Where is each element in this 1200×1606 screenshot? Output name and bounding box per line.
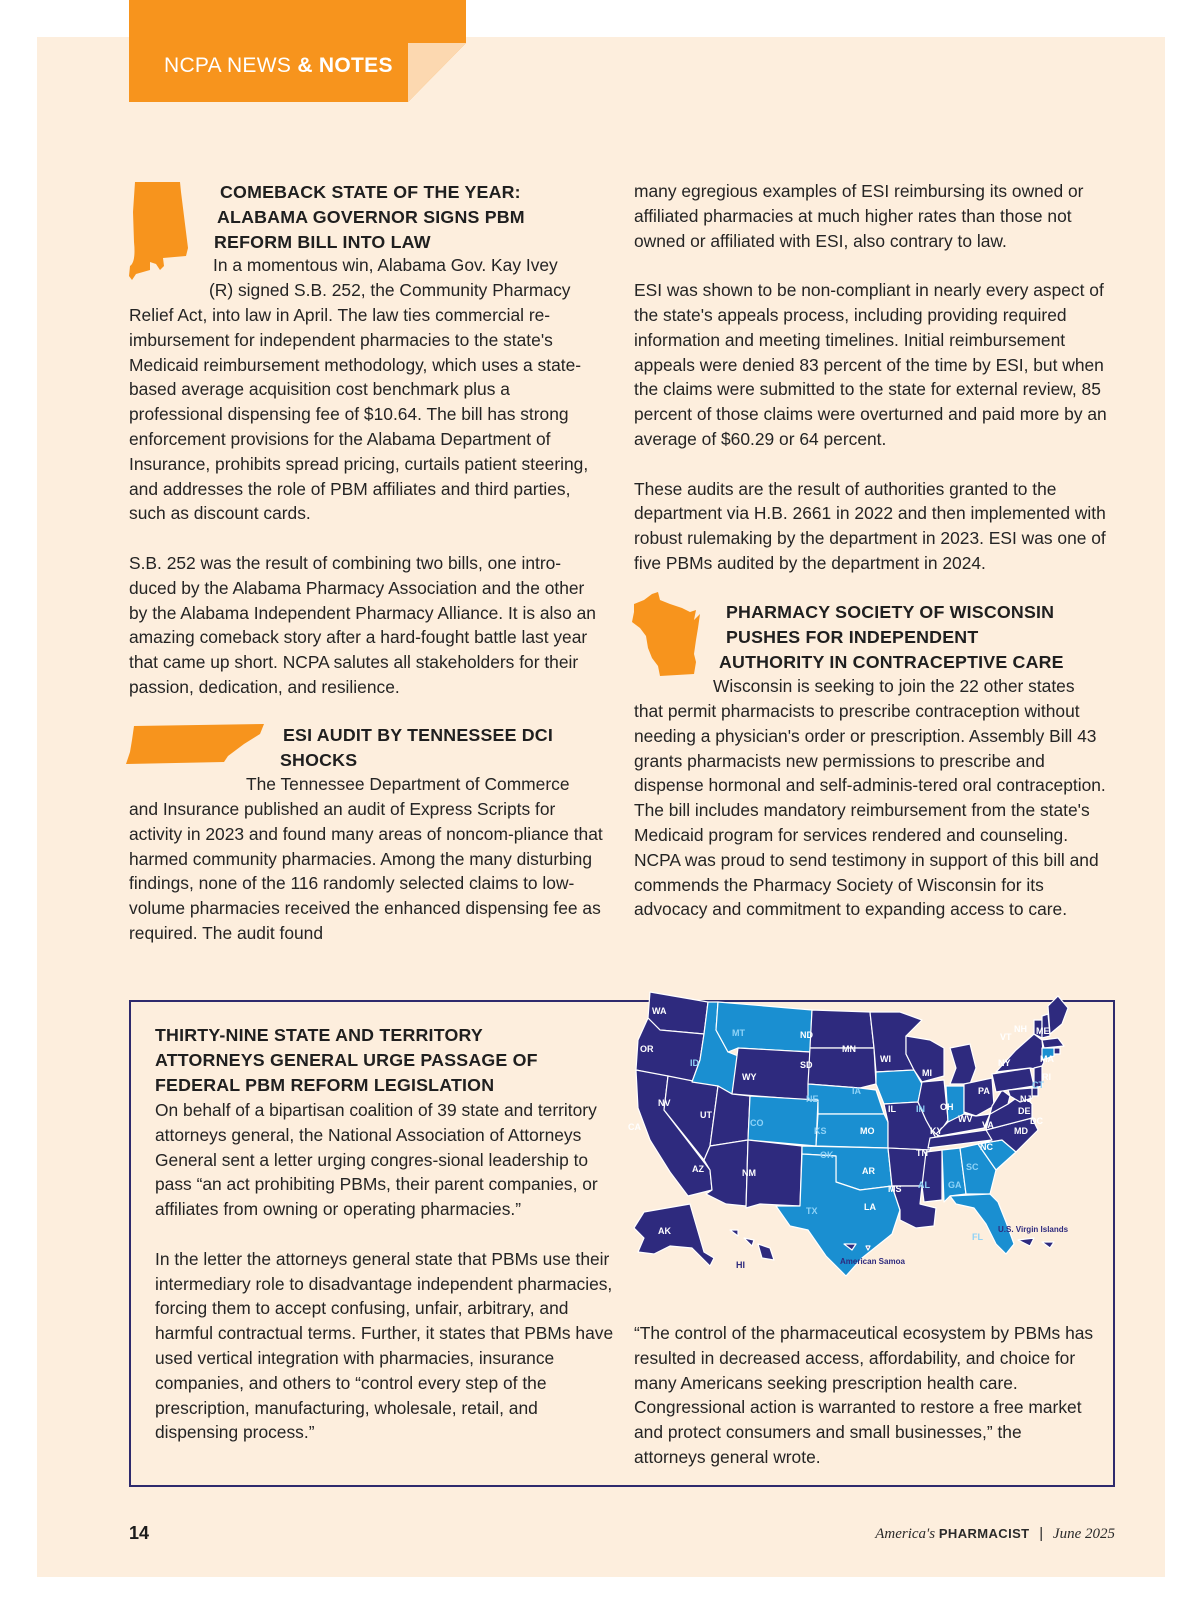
map-state-me (1048, 996, 1068, 1034)
issue-date: June 2025 (1052, 1526, 1115, 1542)
map-state-ak (634, 1204, 714, 1266)
wisconsin-intro (713, 674, 1123, 699)
map-state-hi (730, 1230, 774, 1260)
alabama-paragraph-1: Relief Act, into law in April. The law ties commercial re-imbursement for independent pharmacies to the state's Medicaid reimbursement methodology, which uses a state-based average acquisition cost benchmark plus a professional dispensing fee of $10.64. The bill has strong enforcement provisions for the Alabama Department of Insurance, prohibits spread pricing, curtails patient steering, and addresses the role of PBM affiliates and third parties, such as discount cards. (129, 305, 589, 524)
esi-paragraph-2: ESI was shown to be non-compliant in nearly every aspect of the state's appeals process, including providing required information and meeting timelines. Initial reimbursement appeals were denied 83 percent of the time by ESI, but when the claims were submitted to the state for external review, 85 percent of those claims were overturned and paid more by an average of $60.29 or 64 percent. (634, 280, 1107, 449)
section-title-bold: & NOTES (297, 54, 393, 77)
map-label-nh: NH (1014, 1024, 1027, 1034)
alabama-headline-line-3: REFORM BILL INTO LAW (214, 231, 431, 252)
map-state-ma (1042, 1038, 1064, 1048)
map-label-ar: AR (862, 1166, 875, 1176)
map-label-pa: PA (978, 1086, 990, 1096)
sidebar-quote (634, 1321, 1094, 1470)
map-label-me: ME (1036, 1026, 1050, 1036)
map-label-wa: WA (652, 1006, 667, 1016)
map-state-ne (808, 1084, 884, 1114)
map-label-ga: GA (948, 1180, 962, 1190)
map-label-ms: MS (888, 1184, 902, 1194)
map-label-ct: CT (1032, 1080, 1044, 1090)
map-label-oh: OH (940, 1102, 954, 1112)
map-label-fl: FL (972, 1232, 983, 1242)
section-title (164, 54, 393, 78)
esi-continued-body (634, 179, 1116, 576)
map-label-va: VA (982, 1120, 994, 1130)
alabama-headline (214, 180, 600, 254)
map-label-mo: MO (860, 1126, 875, 1136)
map-state-oh (964, 1078, 994, 1116)
sidebar-headline-line-3: FEDERAL PBM REFORM LEGISLATION (155, 1074, 495, 1095)
map-label-nc: NC (980, 1142, 993, 1152)
map-state-mt (716, 1002, 812, 1052)
map-label-ia: IA (852, 1086, 861, 1096)
tennessee-paragraph: and Insurance published an audit of Express Scripts for activity in 2023 and found many areas of noncom-pliance that harmed community pharmacies. Among the many disturbing findings, none of the 116 randomly selected claims to low-volume pharmacies received the enhanced dispensing fee as required. The audit found (129, 799, 603, 943)
sidebar-body (155, 1098, 617, 1445)
map-label-vt: VT (1000, 1032, 1012, 1042)
map-label-ok: OK (820, 1150, 834, 1160)
esi-paragraph-3: These audits are the result of authorities granted to the department via H.B. 2661 in 2022 and then implemented with robust rulemaking by the department in 2023. ESI was one of five PBMs audited by the department in 2024. (634, 478, 1106, 573)
map-state-nd (810, 1010, 874, 1048)
map-label-virgin-islands: U.S. Virgin Islands (998, 1225, 1069, 1234)
map-label-tn: TN (916, 1148, 928, 1158)
map-label-american-samoa: American Samoa (840, 1257, 905, 1266)
alabama-intro-line-2: (R) signed S.B. 252, the Community Pharmacy (209, 279, 571, 300)
map-label-in: IN (916, 1104, 925, 1114)
map-label-co: CO (750, 1118, 764, 1128)
tennessee-headline (280, 723, 603, 773)
wisconsin-intro-line: Wisconsin is seeking to join the 22 other states (713, 676, 1075, 696)
map-label-sc: SC (966, 1162, 979, 1172)
esi-paragraph-1: many egregious examples of ESI reimbursing its owned or affiliated pharmacies at much higher rates than those not owned or affiliated with ESI, also contrary to law. (634, 181, 1084, 251)
map-label-nj: NJ (1020, 1094, 1032, 1104)
map-territory-virgin-islands (1018, 1238, 1054, 1248)
sidebar-quote-paragraph: “The control of the pharmaceutical ecosystem by PBMs has resulted in decreased access, affordability, and choice for many Americans seeking prescription health care. Congressional action is warranted to restore a free market and protect consumers and small businesses,” the attorneys general wrote. (634, 1323, 1094, 1467)
tennessee-intro-line: The Tennessee Department of Commerce (246, 774, 570, 794)
map-label-az: AZ (692, 1164, 704, 1174)
wisconsin-headline-line-2: PUSHES FOR INDEPENDENT (726, 626, 979, 647)
map-label-mt: MT (732, 1028, 745, 1038)
sidebar-headline-line-2: ATTORNEYS GENERAL URGE PASSAGE OF (155, 1049, 538, 1070)
magazine-footer (875, 1525, 1115, 1543)
map-label-de: DE (1018, 1106, 1031, 1116)
alabama-body (129, 303, 605, 700)
map-label-ma: MA (1040, 1054, 1054, 1064)
us-states-map (630, 990, 1110, 1300)
map-label-ky: KY (930, 1126, 943, 1136)
map-state-ks (816, 1114, 888, 1148)
wisconsin-headline-line-1: PHARMACY SOCIETY OF WISCONSIN (726, 602, 1055, 622)
map-state-ri (1054, 1048, 1060, 1054)
sidebar-paragraph-2: In the letter the attorneys general state that PBMs use their intermediary role to disadvantage independent pharmacies, forcing them to accept confusing, unfair, arbitrary, and harmful contractual terms. Further, it states that PBMs have used vertical integration with pharmacies, insurance companies, and others to “control every step of the prescription, manufacturing, wholesale, retail, and dispensing process.” (155, 1248, 614, 1443)
tennessee-intro (246, 772, 606, 797)
map-label-dc: DC (1030, 1116, 1043, 1126)
map-state-mi (950, 1044, 976, 1084)
wisconsin-headline (719, 600, 1126, 674)
magazine-name: PHARMACIST (938, 1526, 1030, 1541)
map-label-mn: MN (842, 1044, 856, 1054)
tennessee-headline-line-2: SHOCKS (280, 749, 358, 770)
map-label-wv: WV (958, 1114, 973, 1124)
alabama-paragraph-2: S.B. 252 was the result of combining two bills, one intro-duced by the Alabama Pharmacy Association and the other by the Alabama Independent Pharmacy Alliance. It is also an amazing comeback story after a hard-fought battle last year that came up short. NCPA salutes all stakeholders for their passion, dedication, and resilience. (129, 552, 596, 697)
tennessee-headline-line-1: ESI AUDIT BY TENNESSEE DCI (283, 725, 553, 745)
alabama-intro-line-1: In a momentous win, Alabama Gov. Kay Ivey (213, 255, 558, 275)
map-state-ia (876, 1070, 922, 1104)
map-label-ks: KS (814, 1126, 827, 1136)
wisconsin-headline-line-3: AUTHORITY IN CONTRACEPTIVE CARE (719, 651, 1064, 672)
map-label-wy: WY (742, 1072, 757, 1082)
map-label-ca: CA (628, 1122, 641, 1132)
map-label-tx: TX (806, 1206, 818, 1216)
map-label-or: OR (640, 1044, 654, 1054)
map-label-ne: NE (806, 1094, 819, 1104)
map-label-id: ID (690, 1058, 699, 1068)
magazine-prefix: America's (875, 1526, 936, 1542)
map-label-ny: NY (998, 1058, 1011, 1068)
tennessee-state-icon (124, 724, 266, 764)
map-label-nv: NV (658, 1098, 671, 1108)
sidebar-headline (155, 1023, 615, 1097)
map-label-md: MD (1014, 1126, 1028, 1136)
alabama-state-icon (128, 182, 188, 286)
sidebar-paragraph-1: On behalf of a bipartisan coalition of 39 state and territory attorneys general, the National Association of Attorneys General sent a letter urging congres-sional leadership to pass “an act prohibiting PBMs, their parent companies, or affiliates from owning or operating pharmacies.” (155, 1100, 598, 1220)
map-label-wi: WI (880, 1054, 891, 1064)
section-title-light: NCPA NEWS (164, 54, 292, 77)
alabama-headline-line-2: ALABAMA GOVERNOR SIGNS PBM (217, 206, 525, 227)
wisconsin-paragraph: that permit pharmacists to prescribe contraception without needing a physician's order or prescription. Assembly Bill 43 grants pharmacists new permissions to prescribe and dispense hormonal and self-adminis-tered oral contraception. The bill includes mandatory reimbursement from the state's Medicaid program for services rendered and counseling. NCPA was proud to send testimony in support of this bill and commends the Pharmacy Society of Wisconsin for its advocacy and commitment to expanding access to care. (634, 701, 1106, 920)
map-label-ri: RI (1042, 1072, 1051, 1082)
map-label-nm: NM (742, 1168, 756, 1178)
tennessee-body (129, 797, 605, 946)
map-label-mi: MI (922, 1068, 932, 1078)
map-label-al: AL (918, 1180, 930, 1190)
sidebar-headline-line-1: THIRTY-NINE STATE AND TERRITORY (155, 1025, 483, 1045)
wisconsin-body (634, 699, 1116, 922)
page-number: 14 (129, 1523, 150, 1543)
map-state-sd (808, 1048, 876, 1088)
footer-separator: | (1039, 1525, 1044, 1542)
map-label-nd: ND (800, 1030, 813, 1040)
map-label-il: IL (888, 1104, 896, 1114)
map-label-hi: HI (736, 1260, 745, 1270)
alabama-headline-line-1: COMEBACK STATE OF THE YEAR: (220, 182, 521, 202)
map-label-la: LA (864, 1202, 876, 1212)
map-label-ut: UT (700, 1110, 712, 1120)
wisconsin-state-icon (630, 592, 710, 676)
map-state-fl (950, 1194, 1014, 1254)
alabama-intro (209, 253, 609, 303)
map-label-ak: AK (658, 1226, 671, 1236)
map-label-sd: SD (800, 1060, 813, 1070)
